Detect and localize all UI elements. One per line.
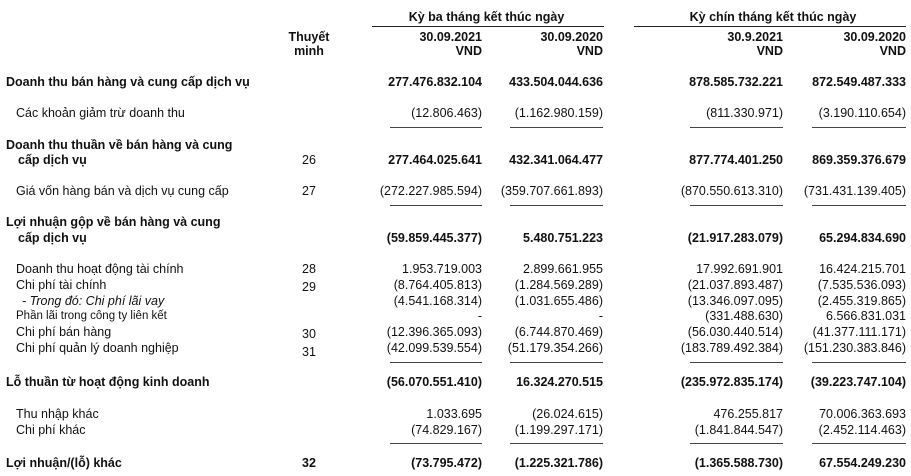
row-value: 5.480.751.223: [523, 231, 603, 245]
row-value: (56.070.551.410): [386, 375, 482, 389]
row-value: (1.365.588.730): [694, 456, 783, 470]
subtotal-rule: [390, 443, 482, 444]
col1-unit: VND: [455, 44, 482, 58]
row-value: (1.284.569.289): [514, 278, 603, 292]
col4-date: 30.09.2020: [843, 30, 906, 44]
row-value: 872.549.487.333: [812, 75, 906, 89]
row-value: 869.359.376.679: [812, 153, 906, 167]
row-value: (59.859.445.377): [386, 231, 482, 245]
row-value: 277.464.025.641: [388, 153, 482, 167]
subtotal-rule: [690, 362, 783, 363]
row-value: (21.037.893.487): [687, 278, 783, 292]
subtotal-rule: [510, 443, 603, 444]
row-value: (1.199.297.171): [514, 423, 603, 437]
row-value: (21.917.283.079): [687, 231, 783, 245]
col2-date: 30.09.2020: [540, 30, 603, 44]
row-value: (12.806.463): [411, 106, 482, 120]
col4-unit: VND: [879, 44, 906, 58]
row-value: 67.554.249.230: [819, 456, 906, 470]
col2-unit: VND: [576, 44, 603, 58]
subtotal-rule: [390, 127, 482, 128]
row-label: - Trong đó: Chi phí lãi vay: [22, 294, 165, 308]
row-value: (1.225.321.786): [514, 456, 603, 470]
subtotal-rule: [510, 127, 603, 128]
subtotal-rule: [510, 362, 603, 363]
row-note: 30: [302, 327, 316, 341]
row-value: (13.346.097.095): [687, 294, 783, 308]
row-value: (811.330.971): [706, 106, 783, 120]
ninemonth-header-rule: [634, 26, 906, 27]
row-value: (331.488.630): [705, 309, 783, 323]
row-value: (359.707.661.893): [500, 184, 603, 198]
row-value: 433.504.044.636: [509, 75, 603, 89]
row-value: (56.030.440.514): [687, 325, 783, 339]
row-note: 31: [302, 345, 316, 359]
row-label: Thu nhập khác: [16, 407, 99, 421]
row-value: (2.452.114.463): [818, 423, 906, 437]
row-value: (42.099.539.554): [386, 341, 482, 355]
row-value: (8.764.405.813): [393, 278, 482, 292]
row-value: (1.841.844.547): [694, 423, 783, 437]
row-value: (51.179.354.266): [507, 341, 603, 355]
col1-date: 30.09.2021: [419, 30, 482, 44]
row-note: 26: [302, 153, 316, 167]
row-value: 1.033.695: [426, 407, 482, 421]
row-label: Chi phí khác: [16, 423, 86, 437]
row-value: (7.535.536.093): [817, 278, 906, 292]
row-label: Các khoản giảm trừ doanh thu: [16, 106, 185, 120]
subtotal-rule: [812, 443, 906, 444]
row-value: (235.972.835.174): [680, 375, 783, 389]
ninemonth-period-title: Kỳ chín tháng kết thúc ngày: [689, 10, 857, 24]
row-value: (870.550.613.310): [680, 184, 783, 198]
row-value: 476.255.817: [713, 407, 783, 421]
row-value: (3.190.110.654): [818, 106, 906, 120]
subtotal-rule: [690, 127, 783, 128]
row-value: (12.396.365.093): [386, 325, 482, 339]
row-label: Chi phí bán hàng: [16, 325, 112, 339]
row-value: 16.424.215.701: [819, 262, 906, 276]
row-label-cont: cấp dịch vụ: [18, 231, 87, 245]
row-label: Chi phí quản lý doanh nghiệp: [16, 341, 179, 355]
row-label: Lợi nhuận gộp về bán hàng và cung: [6, 215, 221, 229]
row-note: 28: [302, 262, 316, 276]
row-label-cont: cấp dịch vụ: [18, 153, 87, 167]
row-label: Chi phí tài chính: [16, 278, 107, 292]
row-label: Giá vốn hàng bán và dịch vụ cung cấp: [16, 184, 229, 198]
subtotal-rule: [390, 205, 482, 206]
row-value: (39.223.747.104): [810, 375, 906, 389]
row-note: 27: [302, 184, 316, 198]
row-label: Doanh thu thuần về bán hàng và cung: [6, 138, 233, 152]
row-value: 2.899.661.955: [523, 262, 603, 276]
subtotal-rule: [690, 205, 783, 206]
row-value: (1.031.655.486): [514, 294, 603, 308]
row-label: Phần lãi trong công ty liên kết: [16, 310, 167, 322]
row-value: 877.774.401.250: [689, 153, 783, 167]
row-value: 17.992.691.901: [696, 262, 783, 276]
subtotal-rule: [812, 127, 906, 128]
row-value: 65.294.834.690: [819, 231, 906, 245]
row-value: 6.566.831.031: [826, 309, 906, 323]
col3-date: 30.9.2021: [727, 30, 783, 44]
row-value: (26.024.615): [532, 407, 603, 421]
row-value: (731.431.139.405): [803, 184, 906, 198]
row-value: (1.162.980.159): [514, 106, 603, 120]
quarter-header-rule: [372, 26, 604, 27]
quarter-period-title: Kỳ ba tháng kết thúc ngày: [408, 10, 565, 24]
row-note: 32: [302, 456, 316, 470]
row-value: (6.744.870.469): [514, 325, 603, 339]
row-value: (2.455.319.865): [817, 294, 906, 308]
subtotal-rule: [812, 362, 906, 363]
row-value: (183.789.492.384): [680, 341, 783, 355]
row-label: Doanh thu bán hàng và cung cấp dịch vụ: [6, 75, 250, 89]
subtotal-rule: [510, 205, 603, 206]
row-label: Lỗ thuần từ hoạt động kinh doanh: [6, 375, 210, 389]
row-value: (74.829.167): [411, 423, 482, 437]
row-value: 16.324.270.515: [516, 375, 603, 389]
subtotal-rule: [390, 362, 482, 363]
subtotal-rule: [690, 443, 783, 444]
subtotal-rule: [812, 205, 906, 206]
row-value: (73.795.472): [411, 456, 482, 470]
row-value: -: [598, 309, 603, 323]
row-note: 29: [302, 280, 316, 294]
row-value: (272.227.985.594): [379, 184, 482, 198]
row-value: (4.541.168.314): [393, 294, 482, 308]
row-label: Doanh thu hoạt động tài chính: [16, 262, 184, 276]
row-value: 277.476.832.104: [388, 75, 482, 89]
row-value: 1.953.719.003: [402, 262, 482, 276]
row-value: -: [477, 309, 482, 323]
col3-unit: VND: [756, 44, 783, 58]
note-column-header: Thuyết: [288, 30, 330, 44]
row-value: (41.377.111.171): [812, 325, 906, 339]
note-column-header-2: minh: [294, 44, 324, 58]
row-value: 70.006.363.693: [819, 407, 906, 421]
row-label: Lợi nhuận/(lỗ) khác: [6, 456, 122, 470]
row-value: 432.341.064.477: [509, 153, 603, 167]
row-value: (151.230.383.846): [803, 341, 906, 355]
row-value: 878.585.732.221: [689, 75, 783, 89]
